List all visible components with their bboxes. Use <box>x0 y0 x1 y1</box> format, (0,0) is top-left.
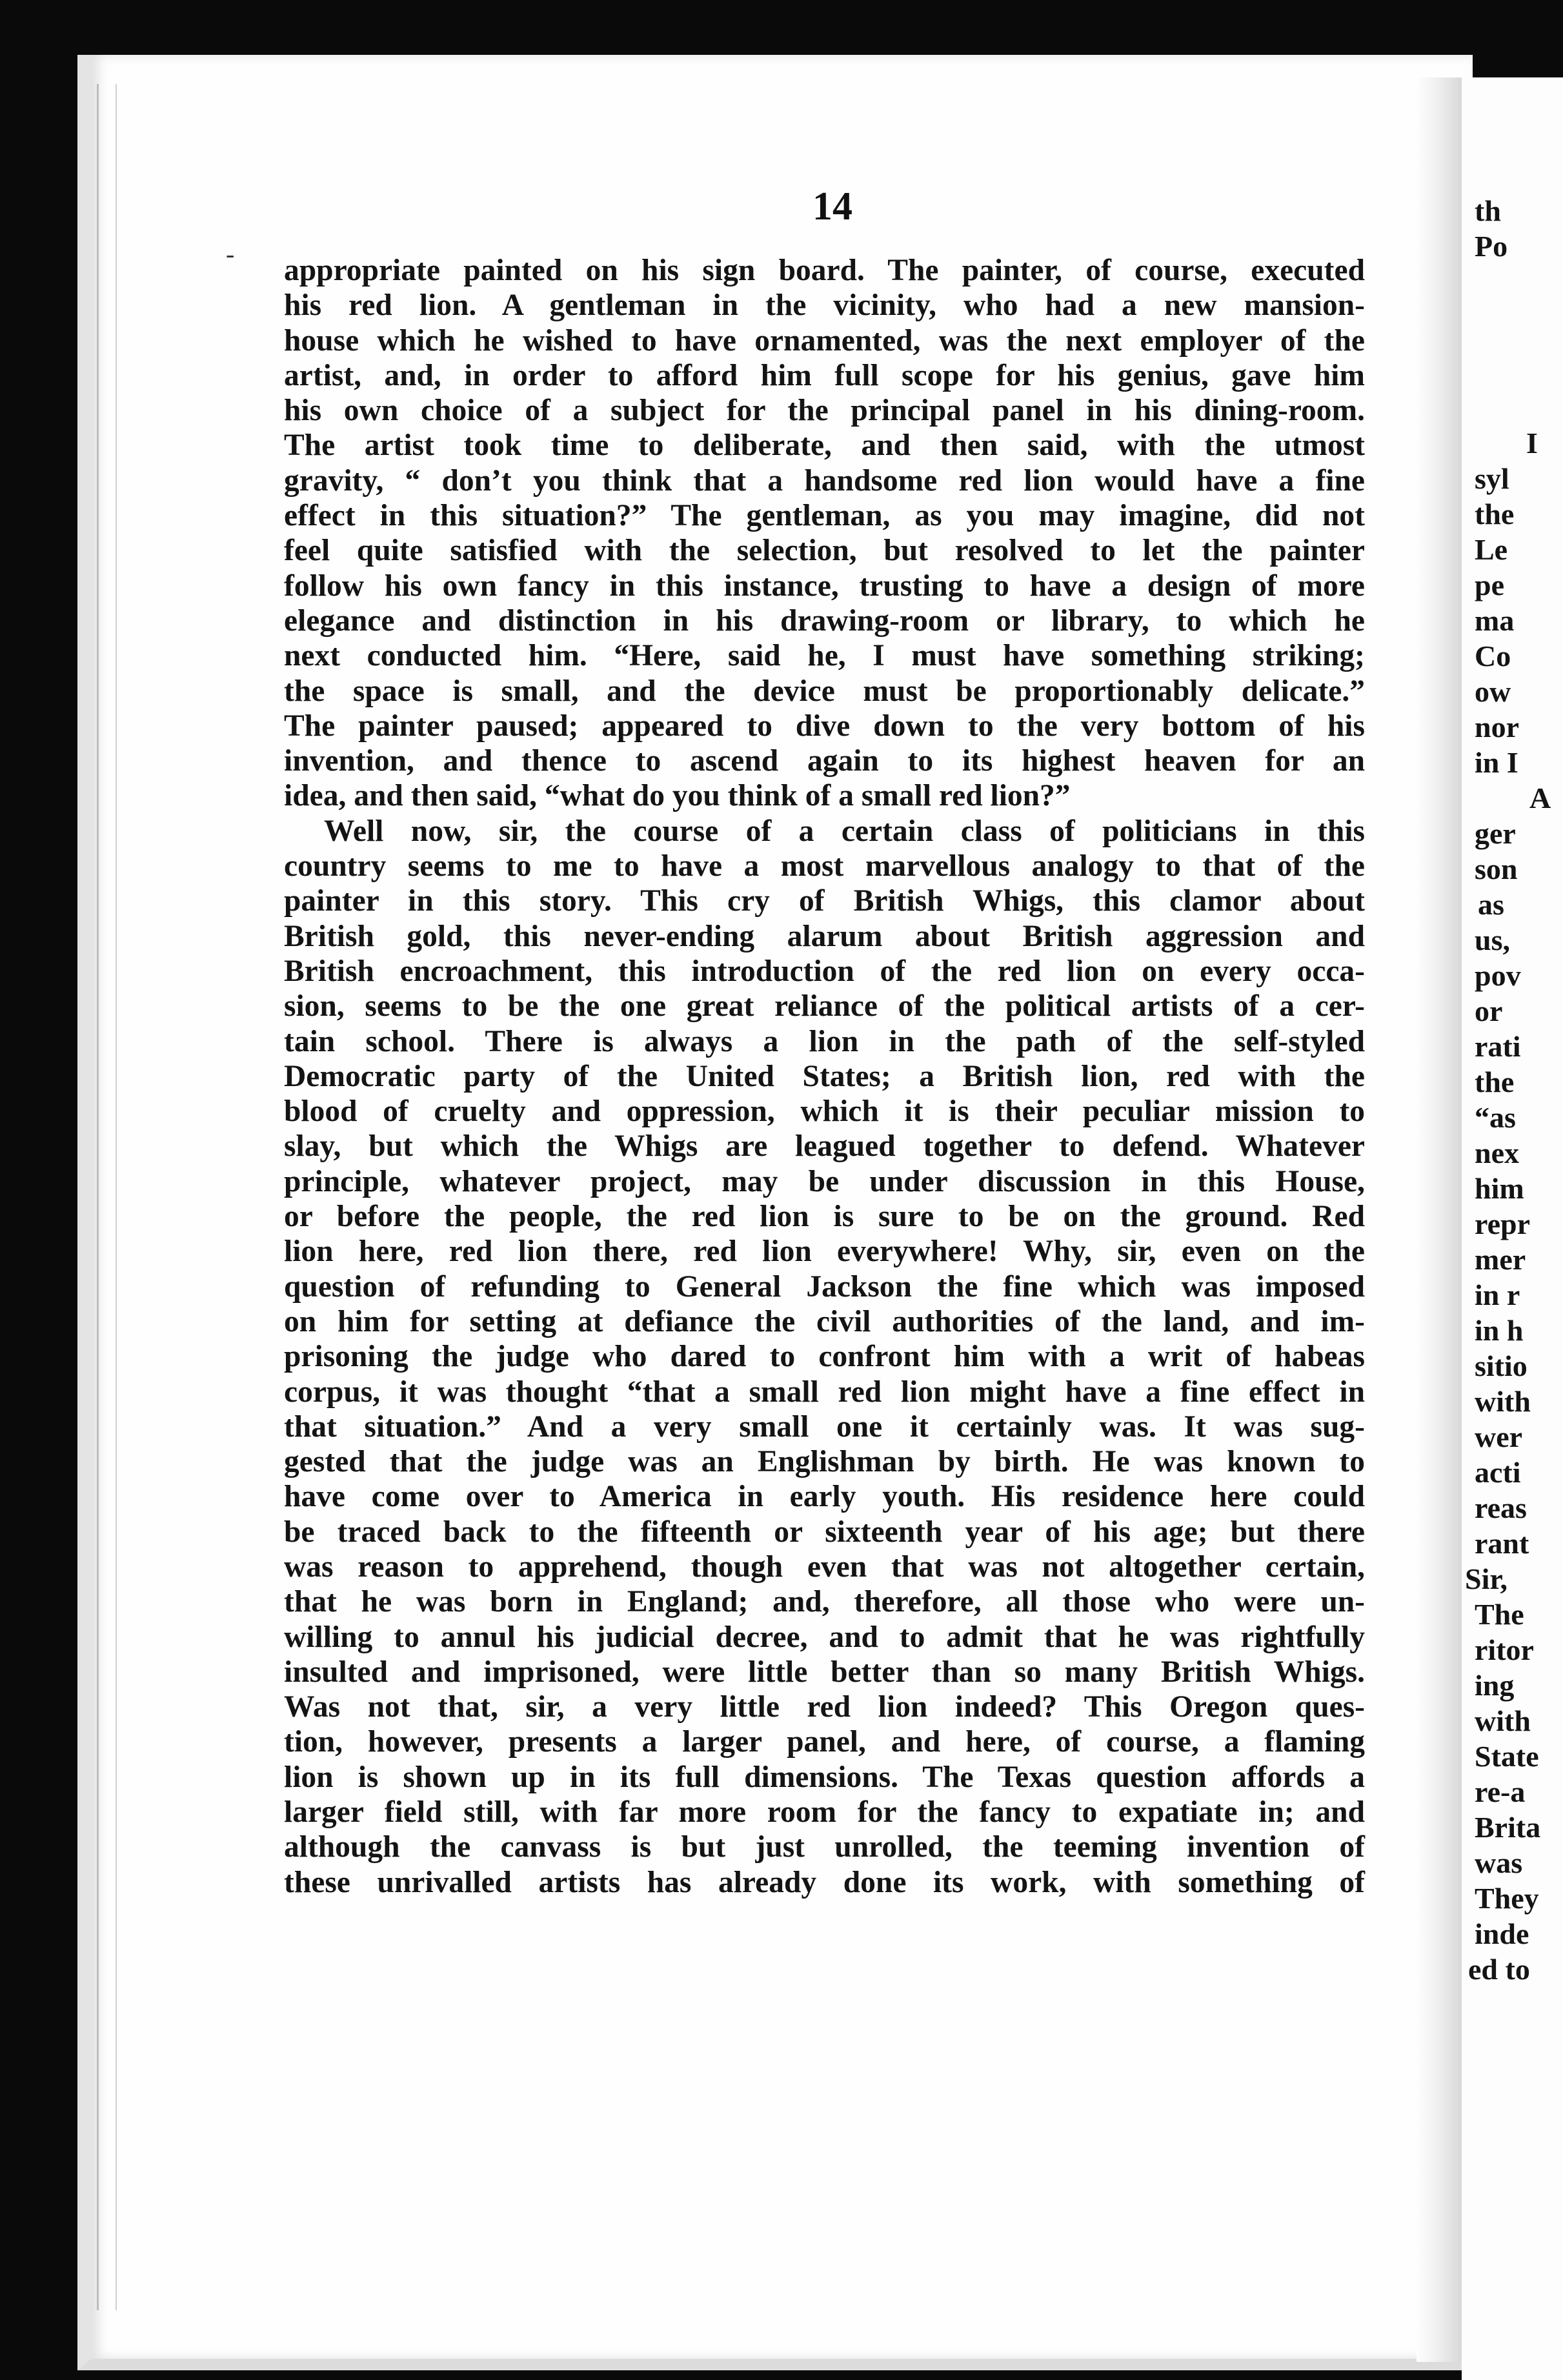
text-line: slay, but which the Whigs are leagued together to defend. Whatever <box>284 1129 1365 1164</box>
text-line: idea, and then said, “what do you think of a small red lion?” <box>284 779 1071 813</box>
book-gutter <box>1417 77 1462 2362</box>
page-number: 14 <box>812 185 852 228</box>
facing-page-fragment: nex <box>1475 1136 1519 1169</box>
text-line: British encroachment, this introduction of the red lion on every occa- <box>284 954 1365 988</box>
facing-page-fragment: with <box>1475 1385 1531 1418</box>
text-line: corpus, it was thought “that a small red lion might have a fine effect in <box>284 1375 1365 1409</box>
facing-page-fragment: in I <box>1475 746 1518 779</box>
facing-page-fragment: as <box>1478 888 1504 921</box>
text-line: or before the people, the red lion is sure to be on the ground. Red <box>284 1200 1365 1234</box>
text-line: insulted and imprisoned, were little better than so many British Whigs. <box>284 1655 1365 1689</box>
facing-page-fragment: ma <box>1475 604 1515 637</box>
facing-page-fragment: son <box>1475 852 1518 885</box>
facing-page-fragment: Brita <box>1475 1811 1541 1844</box>
facing-page-fragment: with <box>1475 1704 1531 1737</box>
text-line: these unrivalled artists has already done its work, with something of <box>284 1865 1365 1899</box>
text-line: be traced back to the fifteenth or sixteenth year of his age; but there <box>284 1515 1365 1549</box>
text-line: feel quite satisfied with the selection, but resolved to let the painter <box>284 534 1365 568</box>
facing-page-fragment: State <box>1475 1740 1539 1773</box>
facing-page-fragment: mer <box>1475 1243 1526 1276</box>
text-line: that situation.” And a very small one it certainly was. It was sug- <box>284 1409 1365 1444</box>
facing-page-fragment: Sir, <box>1465 1562 1508 1595</box>
text-line: his own choice of a subject for the principal panel in his dining-room. <box>284 394 1365 428</box>
text-line: willing to annul his judicial decree, and to admit that he was rightfully <box>284 1620 1365 1654</box>
facing-page-fragment: syl <box>1475 462 1509 495</box>
facing-page-fragment: inde <box>1475 1917 1529 1950</box>
text-line: that he was born in England; and, therefore, all those who were un- <box>284 1585 1365 1619</box>
facing-page-fragment: in r <box>1475 1278 1520 1311</box>
text-line: The painter paused; appeared to dive down to the very bottom of his <box>284 709 1365 743</box>
text-line: Was not that, sir, a very little red lion indeed? This Oregon ques- <box>284 1690 1365 1724</box>
facing-page-fragment: acti <box>1475 1456 1521 1489</box>
text-line: prisoning the judge who dared to confront him with a writ of habeas <box>284 1340 1365 1374</box>
text-line: appropriate painted on his sign board. The painter, of course, executed <box>284 254 1365 287</box>
facing-page-fragment: pe <box>1475 569 1504 601</box>
facing-page <box>1462 77 1563 2380</box>
text-line: invention, and thence to ascend again to its highest heaven for an <box>284 744 1365 778</box>
facing-page-fragment: the <box>1475 498 1515 530</box>
facing-page-fragment: The <box>1475 1598 1524 1631</box>
text-line: Democratic party of the United States; a British lion, red with the <box>284 1059 1365 1093</box>
text-line: Well now, sir, the course of a certain class of politicians in this <box>324 814 1365 848</box>
page-edge <box>97 84 117 2310</box>
text-line: was reason to apprehend, though even that was not altogether certain, <box>284 1549 1365 1584</box>
text-line: follow his own fancy in this instance, trusting to have a design of more <box>284 569 1365 603</box>
text-line: the space is small, and the device must be proportionably delicate.” <box>284 674 1365 708</box>
body-text <box>284 253 1365 1900</box>
text-line: although the canvass is but just unrolled, the teeming invention of <box>284 1830 1365 1864</box>
facing-page-fragment: or <box>1475 994 1503 1027</box>
facing-page-fragment: th <box>1475 194 1501 227</box>
facing-page-fragment: ed to <box>1468 1953 1530 1986</box>
facing-page-fragment: reas <box>1475 1491 1527 1524</box>
facing-page-fragment: ow <box>1475 675 1511 708</box>
facing-page-fragment: They <box>1475 1882 1539 1915</box>
text-line: house which he wished to have ornamented, was the next employer of the <box>284 323 1365 358</box>
text-line: gested that the judge was an Englishman by birth. He was known to <box>284 1445 1365 1479</box>
text-line: have come over to America in early youth. His residence here could <box>284 1480 1365 1514</box>
text-line: sion, seems to be the one great reliance of the political artists of a cer- <box>284 989 1365 1024</box>
text-line: The artist took time to deliberate, and then said, with the utmost <box>284 429 1365 463</box>
facing-page-fragment: ger <box>1475 817 1516 850</box>
text-line: on him for setting at defiance the civil authorities of the land, and im- <box>284 1304 1365 1338</box>
facing-page-fragment: was <box>1475 1846 1523 1879</box>
facing-page-fragment: Po <box>1475 230 1508 263</box>
facing-page-fragment: rati <box>1475 1030 1521 1063</box>
text-line: tain school. There is always a lion in the path of the self-styled <box>284 1024 1365 1058</box>
text-line: country seems to me to have a most marvellous analogy to that of the <box>284 849 1365 883</box>
facing-page-fragment: ing <box>1475 1669 1515 1702</box>
text-line: principle, whatever project, may be under discussion in this House, <box>284 1164 1365 1198</box>
facing-page-fragment: “as <box>1475 1101 1516 1134</box>
facing-page-fragment: nor <box>1475 711 1519 743</box>
facing-page-fragment: him <box>1475 1172 1524 1205</box>
text-line: British gold, this never-ending alarum about British aggression and <box>284 919 1365 953</box>
text-line: gravity, “ don’t you think that a handsome red lion would have a fine <box>284 463 1365 498</box>
text-line: next conducted him. “Here, said he, I must have something striking; <box>284 639 1365 673</box>
text-line: artist, and, in order to afford him full scope for his genius, gave him <box>284 358 1365 392</box>
facing-page-fragment: the <box>1475 1065 1515 1098</box>
text-line: question of refunding to General Jackson the fine which was imposed <box>284 1269 1365 1304</box>
facing-page-fragment: us, <box>1475 923 1510 956</box>
left-margin-dash: - <box>226 239 235 268</box>
text-line: lion here, red lion there, red lion everywhere! Why, sir, even on the <box>284 1235 1365 1269</box>
text-line: effect in this situation?” The gentleman, as you may imagine, did not <box>284 499 1365 533</box>
facing-page-fragment: re-a <box>1475 1775 1526 1808</box>
facing-page-fragment: sitio <box>1475 1349 1528 1382</box>
text-line: lion is shown up in its full dimensions. The Texas question affords a <box>284 1760 1365 1794</box>
text-line: larger field still, with far more room for the fancy to expatiate in; and <box>284 1795 1365 1830</box>
facing-page-fragment: ritor <box>1475 1633 1534 1666</box>
text-line: his red lion. A gentleman in the vicinity, who had a new mansion- <box>284 288 1365 323</box>
text-line: tion, however, presents a larger panel, and here, of course, a flaming <box>284 1725 1365 1759</box>
facing-page-fragment: in h <box>1475 1314 1524 1347</box>
facing-page-fragment: rant <box>1475 1527 1529 1560</box>
facing-page-fragment: repr <box>1475 1207 1531 1240</box>
facing-page-fragment: Le <box>1475 533 1508 566</box>
text-line: elegance and distinction in his drawing-room or library, to which he <box>284 603 1365 638</box>
text-line: blood of cruelty and oppression, which it is their peculiar mission to <box>284 1094 1365 1129</box>
facing-page-fragment: pov <box>1475 959 1521 992</box>
facing-page-fragment: A <box>1529 782 1551 814</box>
facing-page-fragment: I <box>1526 427 1538 459</box>
text-line: painter in this story. This cry of British Whigs, this clamor about <box>284 884 1365 918</box>
facing-page-fragment: wer <box>1475 1420 1523 1453</box>
facing-page-fragment: Co <box>1475 640 1511 672</box>
